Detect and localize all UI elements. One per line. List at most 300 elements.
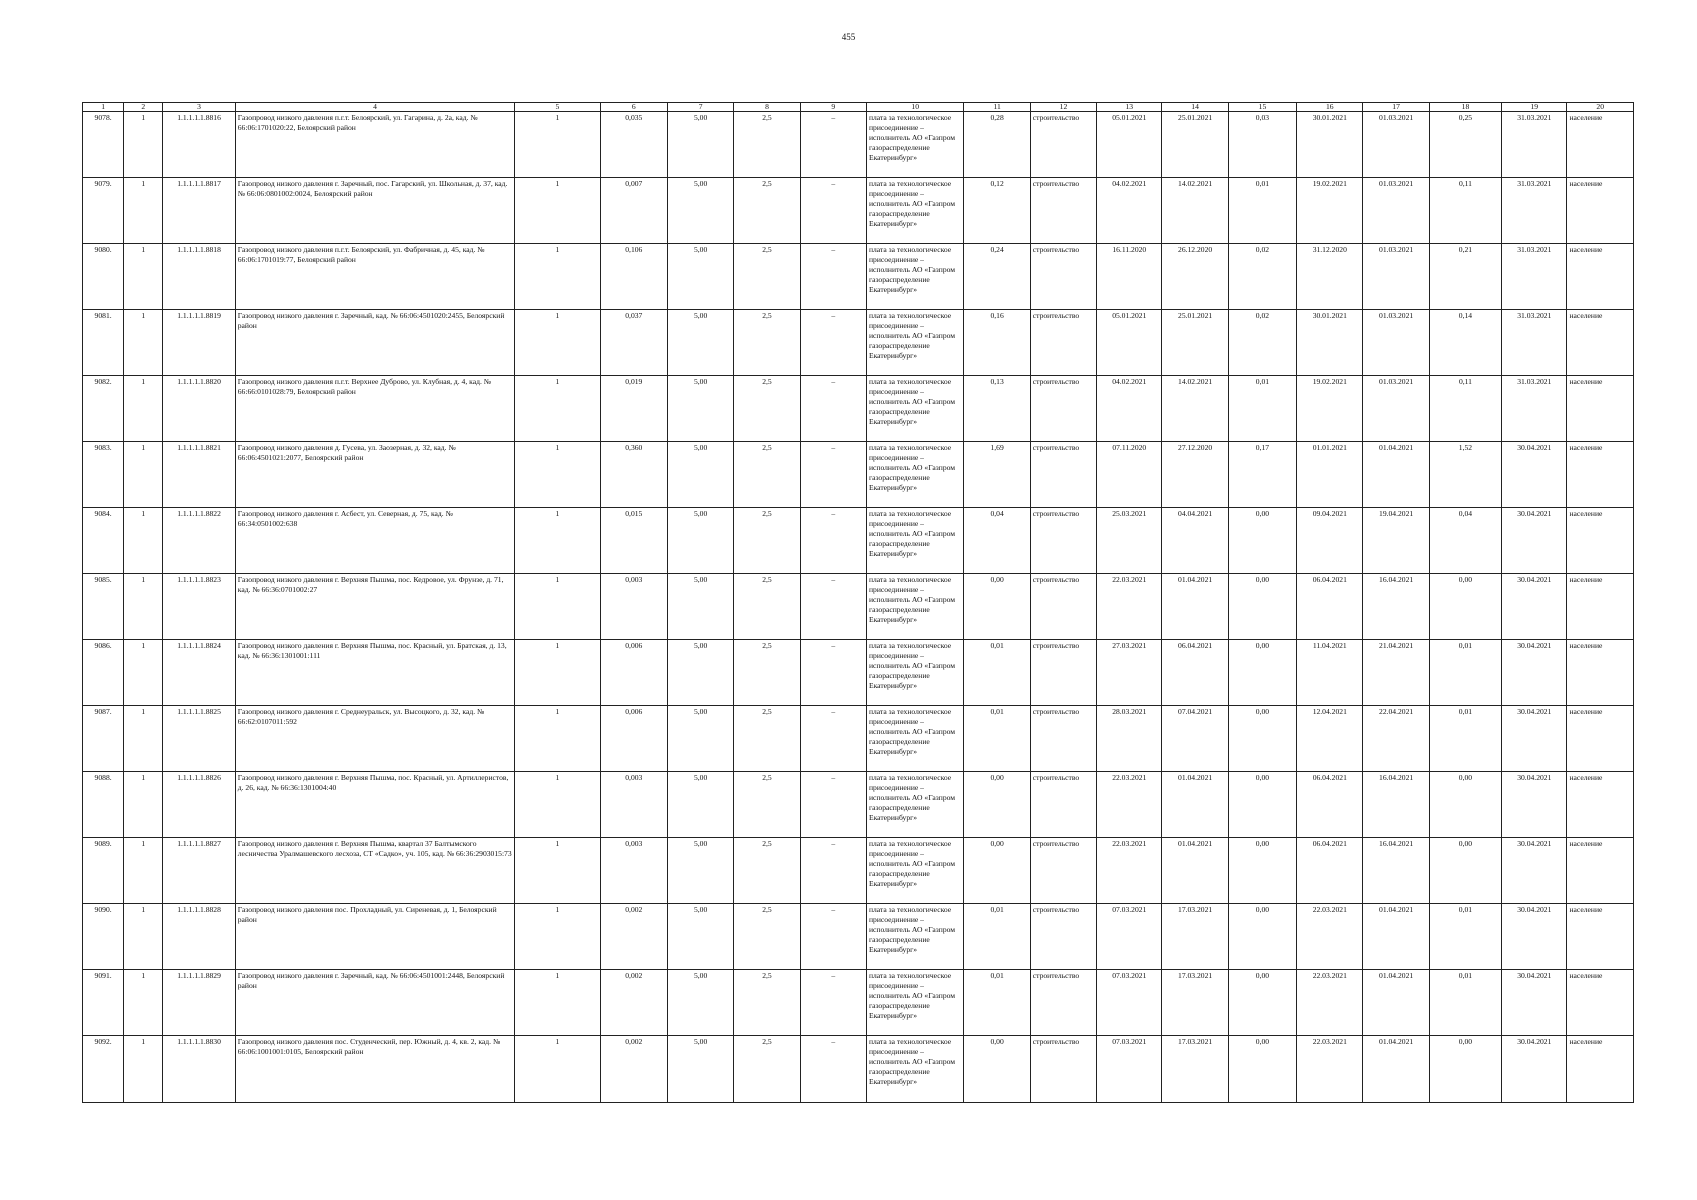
column-number-header: 5	[515, 103, 600, 112]
cost-cell: 0,04	[964, 508, 1030, 574]
value-cell: 0,17	[1228, 442, 1296, 508]
cost-cell: 0,24	[964, 244, 1030, 310]
row-number-cell: 9091.	[83, 970, 124, 1036]
value-cell: 0,02	[1228, 244, 1296, 310]
dash-cell: –	[800, 970, 866, 1036]
row-number-cell: 9078.	[83, 112, 124, 178]
pressure-cell: 2,5	[734, 442, 800, 508]
period-start-cell: 21.04.2021	[1363, 640, 1429, 706]
pressure-cell: 2,5	[734, 178, 800, 244]
object-code-cell: 1.1.1.1.1.8821	[163, 442, 235, 508]
period-end-cell: 30.04.2021	[1502, 574, 1567, 640]
amount-cell: 0,04	[1429, 508, 1501, 574]
column-number-header: 1	[83, 103, 124, 112]
row-number-cell: 9092.	[83, 1036, 124, 1103]
funding-source-cell: плата за технологическое присоединение – исполнитель АО «Газпром газораспределение Екатеринбург»	[866, 310, 964, 376]
amount-cell: 0,00	[1429, 838, 1501, 904]
table-row	[83, 904, 1634, 970]
funding-source-cell: плата за технологическое присоединение – исполнитель АО «Газпром газораспределение Екатеринбург»	[866, 244, 964, 310]
period-end-cell: 30.04.2021	[1502, 838, 1567, 904]
unit-count-cell: 1	[515, 706, 600, 772]
cost-cell: 0,13	[964, 376, 1030, 442]
diameter-cell: 5,00	[667, 1036, 733, 1103]
column-number-row	[83, 103, 1634, 112]
object-description-cell: Газопровод низкого давления г. Заречный, пос. Гагарский, ул. Школьная, д. 37, кад. № 66:06:0801002:0024, Белоярский район	[235, 178, 514, 244]
object-description-cell: Газопровод низкого давления д. Гусева, ул. Заозерная, д. 32, кад. № 66:06:4501021:2077, Белоярский район	[235, 442, 514, 508]
length-cell: 0,035	[600, 112, 667, 178]
table-row	[83, 574, 1634, 640]
quantity-cell: 1	[124, 310, 163, 376]
diameter-cell: 5,00	[667, 376, 733, 442]
start-date-cell: 07.03.2021	[1097, 1036, 1162, 1103]
row-number-cell: 9090.	[83, 904, 124, 970]
quantity-cell: 1	[124, 112, 163, 178]
commission-date-cell: 31.12.2020	[1297, 244, 1363, 310]
pressure-cell: 2,5	[734, 772, 800, 838]
value-cell: 0,00	[1228, 640, 1296, 706]
pressure-cell: 2,5	[734, 838, 800, 904]
column-number-header: 9	[800, 103, 866, 112]
object-description-cell: Газопровод низкого давления пос. Прохладный, ул. Сиреневая, д. 1, Белоярский район	[235, 904, 514, 970]
amount-cell: 0,01	[1429, 706, 1501, 772]
quantity-cell: 1	[124, 706, 163, 772]
quantity-cell: 1	[124, 574, 163, 640]
period-start-cell: 01.04.2021	[1363, 904, 1429, 970]
start-date-cell: 05.01.2021	[1097, 310, 1162, 376]
dash-cell: –	[800, 838, 866, 904]
consumer-category-cell: население	[1567, 904, 1634, 970]
start-date-cell: 04.02.2021	[1097, 376, 1162, 442]
funding-source-cell: плата за технологическое присоединение – исполнитель АО «Газпром газораспределение Екатеринбург»	[866, 904, 964, 970]
funding-source-cell: плата за технологическое присоединение – исполнитель АО «Газпром газораспределение Екатеринбург»	[866, 970, 964, 1036]
object-description-cell: Газопровод низкого давления г. Заречный, кад. № 66:06:4501001:2448, Белоярский район	[235, 970, 514, 1036]
dash-cell: –	[800, 310, 866, 376]
pressure-cell: 2,5	[734, 376, 800, 442]
quantity-cell: 1	[124, 508, 163, 574]
funding-source-cell: плата за технологическое присоединение – исполнитель АО «Газпром газораспределение Екатеринбург»	[866, 1036, 964, 1103]
commission-date-cell: 11.04.2021	[1297, 640, 1363, 706]
diameter-cell: 5,00	[667, 508, 733, 574]
diameter-cell: 5,00	[667, 178, 733, 244]
row-number-cell: 9082.	[83, 376, 124, 442]
consumer-category-cell: население	[1567, 508, 1634, 574]
unit-count-cell: 1	[515, 178, 600, 244]
column-number-header: 17	[1363, 103, 1429, 112]
investment-registry-table	[82, 102, 1634, 1103]
object-description-cell: Газопровод низкого давления п.г.т. Белоярский, ул. Гагарина, д. 2а, кад. № 66:06:1701020:22, Белоярский район	[235, 112, 514, 178]
commission-date-cell: 01.01.2021	[1297, 442, 1363, 508]
length-cell: 0,003	[600, 772, 667, 838]
start-date-cell: 22.03.2021	[1097, 772, 1162, 838]
consumer-category-cell: население	[1567, 640, 1634, 706]
commission-date-cell: 12.04.2021	[1297, 706, 1363, 772]
object-description-cell: Газопровод низкого давления г. Верхняя Пышма, квартал 37 Балтымского лесничества Уралмашевского лесхоза, СТ «Садко», уч. 105, кад. № 66:36:2903015:73	[235, 838, 514, 904]
period-end-cell: 31.03.2021	[1502, 244, 1567, 310]
period-end-cell: 30.04.2021	[1502, 904, 1567, 970]
consumer-category-cell: население	[1567, 1036, 1634, 1103]
period-end-cell: 30.04.2021	[1502, 442, 1567, 508]
funding-source-cell: плата за технологическое присоединение – исполнитель АО «Газпром газораспределение Екатеринбург»	[866, 772, 964, 838]
consumer-category-cell: население	[1567, 310, 1634, 376]
column-number-header: 12	[1030, 103, 1096, 112]
period-end-cell: 31.03.2021	[1502, 178, 1567, 244]
object-code-cell: 1.1.1.1.1.8825	[163, 706, 235, 772]
period-start-cell: 19.04.2021	[1363, 508, 1429, 574]
consumer-category-cell: население	[1567, 970, 1634, 1036]
end-date-cell: 01.04.2021	[1162, 838, 1228, 904]
end-date-cell: 04.04.2021	[1162, 508, 1228, 574]
dash-cell: –	[800, 706, 866, 772]
consumer-category-cell: население	[1567, 178, 1634, 244]
work-type-cell: строительство	[1030, 970, 1096, 1036]
amount-cell: 0,21	[1429, 244, 1501, 310]
diameter-cell: 5,00	[667, 970, 733, 1036]
value-cell: 0,00	[1228, 1036, 1296, 1103]
pressure-cell: 2,5	[734, 1036, 800, 1103]
pressure-cell: 2,5	[734, 574, 800, 640]
start-date-cell: 07.11.2020	[1097, 442, 1162, 508]
consumer-category-cell: население	[1567, 376, 1634, 442]
work-type-cell: строительство	[1030, 244, 1096, 310]
cost-cell: 0,00	[964, 838, 1030, 904]
object-code-cell: 1.1.1.1.1.8830	[163, 1036, 235, 1103]
value-cell: 0,00	[1228, 508, 1296, 574]
dash-cell: –	[800, 904, 866, 970]
object-description-cell: Газопровод низкого давления г. Верхняя Пышма, пос. Кедровое, ул. Фрунзе, д. 71, кад. № 66:36:0701002:27	[235, 574, 514, 640]
end-date-cell: 27.12.2020	[1162, 442, 1228, 508]
start-date-cell: 27.03.2021	[1097, 640, 1162, 706]
period-start-cell: 01.03.2021	[1363, 112, 1429, 178]
table-row	[83, 442, 1634, 508]
cost-cell: 0,01	[964, 970, 1030, 1036]
period-end-cell: 30.04.2021	[1502, 706, 1567, 772]
period-end-cell: 30.04.2021	[1502, 1036, 1567, 1103]
quantity-cell: 1	[124, 376, 163, 442]
object-description-cell: Газопровод низкого давления г. Среднеуральск, ул. Высоцкого, д. 32, кад. № 66:62:0107011:592	[235, 706, 514, 772]
end-date-cell: 14.02.2021	[1162, 178, 1228, 244]
dash-cell: –	[800, 442, 866, 508]
commission-date-cell: 09.04.2021	[1297, 508, 1363, 574]
table-row	[83, 838, 1634, 904]
table-row	[83, 1036, 1634, 1103]
commission-date-cell: 06.04.2021	[1297, 574, 1363, 640]
amount-cell: 0,11	[1429, 376, 1501, 442]
commission-date-cell: 22.03.2021	[1297, 1036, 1363, 1103]
value-cell: 0,00	[1228, 574, 1296, 640]
dash-cell: –	[800, 574, 866, 640]
diameter-cell: 5,00	[667, 310, 733, 376]
cost-cell: 0,00	[964, 574, 1030, 640]
cost-cell: 0,16	[964, 310, 1030, 376]
pressure-cell: 2,5	[734, 244, 800, 310]
work-type-cell: строительство	[1030, 706, 1096, 772]
work-type-cell: строительство	[1030, 376, 1096, 442]
funding-source-cell: плата за технологическое присоединение – исполнитель АО «Газпром газораспределение Екатеринбург»	[866, 508, 964, 574]
funding-source-cell: плата за технологическое присоединение – исполнитель АО «Газпром газораспределение Екатеринбург»	[866, 706, 964, 772]
start-date-cell: 04.02.2021	[1097, 178, 1162, 244]
column-number-header: 18	[1429, 103, 1501, 112]
commission-date-cell: 19.02.2021	[1297, 376, 1363, 442]
commission-date-cell: 22.03.2021	[1297, 970, 1363, 1036]
end-date-cell: 17.03.2021	[1162, 970, 1228, 1036]
commission-date-cell: 30.01.2021	[1297, 310, 1363, 376]
row-number-cell: 9088.	[83, 772, 124, 838]
period-start-cell: 01.03.2021	[1363, 310, 1429, 376]
end-date-cell: 01.04.2021	[1162, 772, 1228, 838]
object-code-cell: 1.1.1.1.1.8816	[163, 112, 235, 178]
diameter-cell: 5,00	[667, 574, 733, 640]
start-date-cell: 22.03.2021	[1097, 838, 1162, 904]
end-date-cell: 17.03.2021	[1162, 1036, 1228, 1103]
period-end-cell: 31.03.2021	[1502, 112, 1567, 178]
unit-count-cell: 1	[515, 244, 600, 310]
period-start-cell: 01.04.2021	[1363, 970, 1429, 1036]
start-date-cell: 25.03.2021	[1097, 508, 1162, 574]
period-start-cell: 16.04.2021	[1363, 772, 1429, 838]
diameter-cell: 5,00	[667, 838, 733, 904]
pressure-cell: 2,5	[734, 112, 800, 178]
period-end-cell: 31.03.2021	[1502, 310, 1567, 376]
row-number-cell: 9086.	[83, 640, 124, 706]
length-cell: 0,002	[600, 1036, 667, 1103]
object-code-cell: 1.1.1.1.1.8828	[163, 904, 235, 970]
column-number-header: 16	[1297, 103, 1363, 112]
period-start-cell: 01.04.2021	[1363, 1036, 1429, 1103]
dash-cell: –	[800, 112, 866, 178]
quantity-cell: 1	[124, 838, 163, 904]
row-number-cell: 9081.	[83, 310, 124, 376]
row-number-cell: 9079.	[83, 178, 124, 244]
cost-cell: 0,00	[964, 1036, 1030, 1103]
dash-cell: –	[800, 640, 866, 706]
period-start-cell: 01.04.2021	[1363, 442, 1429, 508]
column-number-header: 6	[600, 103, 667, 112]
diameter-cell: 5,00	[667, 706, 733, 772]
quantity-cell: 1	[124, 970, 163, 1036]
column-number-header: 8	[734, 103, 800, 112]
end-date-cell: 14.02.2021	[1162, 376, 1228, 442]
amount-cell: 0,01	[1429, 904, 1501, 970]
object-description-cell: Газопровод низкого давления п.г.т. Белоярский, ул. Фабричная, д. 45, кад. № 66:06:1701019:77, Белоярский район	[235, 244, 514, 310]
pressure-cell: 2,5	[734, 706, 800, 772]
period-start-cell: 01.03.2021	[1363, 244, 1429, 310]
commission-date-cell: 06.04.2021	[1297, 772, 1363, 838]
consumer-category-cell: население	[1567, 244, 1634, 310]
length-cell: 0,007	[600, 178, 667, 244]
period-end-cell: 30.04.2021	[1502, 970, 1567, 1036]
work-type-cell: строительство	[1030, 112, 1096, 178]
funding-source-cell: плата за технологическое присоединение – исполнитель АО «Газпром газораспределение Екатеринбург»	[866, 442, 964, 508]
object-code-cell: 1.1.1.1.1.8824	[163, 640, 235, 706]
start-date-cell: 05.01.2021	[1097, 112, 1162, 178]
consumer-category-cell: население	[1567, 772, 1634, 838]
end-date-cell: 07.04.2021	[1162, 706, 1228, 772]
object-code-cell: 1.1.1.1.1.8817	[163, 178, 235, 244]
funding-source-cell: плата за технологическое присоединение – исполнитель АО «Газпром газораспределение Екатеринбург»	[866, 574, 964, 640]
cost-cell: 0,01	[964, 904, 1030, 970]
amount-cell: 0,01	[1429, 640, 1501, 706]
amount-cell: 0,25	[1429, 112, 1501, 178]
table-row	[83, 970, 1634, 1036]
amount-cell: 0,00	[1429, 1036, 1501, 1103]
unit-count-cell: 1	[515, 112, 600, 178]
quantity-cell: 1	[124, 904, 163, 970]
length-cell: 0,015	[600, 508, 667, 574]
consumer-category-cell: население	[1567, 442, 1634, 508]
diameter-cell: 5,00	[667, 244, 733, 310]
unit-count-cell: 1	[515, 1036, 600, 1103]
dash-cell: –	[800, 1036, 866, 1103]
quantity-cell: 1	[124, 1036, 163, 1103]
period-start-cell: 16.04.2021	[1363, 838, 1429, 904]
row-number-cell: 9089.	[83, 838, 124, 904]
end-date-cell: 25.01.2021	[1162, 310, 1228, 376]
start-date-cell: 07.03.2021	[1097, 970, 1162, 1036]
row-number-cell: 9084.	[83, 508, 124, 574]
object-code-cell: 1.1.1.1.1.8820	[163, 376, 235, 442]
consumer-category-cell: население	[1567, 706, 1634, 772]
dash-cell: –	[800, 244, 866, 310]
period-end-cell: 31.03.2021	[1502, 376, 1567, 442]
object-code-cell: 1.1.1.1.1.8818	[163, 244, 235, 310]
object-code-cell: 1.1.1.1.1.8827	[163, 838, 235, 904]
work-type-cell: строительство	[1030, 442, 1096, 508]
table-row	[83, 310, 1634, 376]
dash-cell: –	[800, 772, 866, 838]
column-number-header: 3	[163, 103, 235, 112]
funding-source-cell: плата за технологическое присоединение – исполнитель АО «Газпром газораспределение Екатеринбург»	[866, 112, 964, 178]
funding-source-cell: плата за технологическое присоединение – исполнитель АО «Газпром газораспределение Екатеринбург»	[866, 838, 964, 904]
start-date-cell: 28.03.2021	[1097, 706, 1162, 772]
column-number-header: 15	[1228, 103, 1296, 112]
column-number-header: 4	[235, 103, 514, 112]
period-start-cell: 01.03.2021	[1363, 376, 1429, 442]
commission-date-cell: 06.04.2021	[1297, 838, 1363, 904]
value-cell: 0,03	[1228, 112, 1296, 178]
amount-cell: 0,00	[1429, 574, 1501, 640]
period-end-cell: 30.04.2021	[1502, 772, 1567, 838]
diameter-cell: 5,00	[667, 772, 733, 838]
object-description-cell: Газопровод низкого давления г. Заречный, кад. № 66:06:4501020:2455, Белоярский район	[235, 310, 514, 376]
amount-cell: 0,00	[1429, 772, 1501, 838]
commission-date-cell: 19.02.2021	[1297, 178, 1363, 244]
length-cell: 0,006	[600, 706, 667, 772]
table-row	[83, 508, 1634, 574]
column-number-header: 10	[866, 103, 964, 112]
quantity-cell: 1	[124, 178, 163, 244]
amount-cell: 0,14	[1429, 310, 1501, 376]
column-number-header: 19	[1502, 103, 1567, 112]
value-cell: 0,00	[1228, 970, 1296, 1036]
object-code-cell: 1.1.1.1.1.8829	[163, 970, 235, 1036]
value-cell: 0,00	[1228, 772, 1296, 838]
table-body	[83, 112, 1634, 1103]
unit-count-cell: 1	[515, 310, 600, 376]
consumer-category-cell: население	[1567, 838, 1634, 904]
work-type-cell: строительство	[1030, 508, 1096, 574]
start-date-cell: 07.03.2021	[1097, 904, 1162, 970]
object-description-cell: Газопровод низкого давления г. Верхняя Пышма, пос. Красный, ул. Братская, д. 13, кад. № 66:36:1301001:111	[235, 640, 514, 706]
cost-cell: 0,28	[964, 112, 1030, 178]
end-date-cell: 25.01.2021	[1162, 112, 1228, 178]
length-cell: 0,003	[600, 838, 667, 904]
row-number-cell: 9083.	[83, 442, 124, 508]
start-date-cell: 22.03.2021	[1097, 574, 1162, 640]
period-start-cell: 16.04.2021	[1363, 574, 1429, 640]
diameter-cell: 5,00	[667, 904, 733, 970]
length-cell: 0,003	[600, 574, 667, 640]
value-cell: 0,00	[1228, 706, 1296, 772]
table-row	[83, 640, 1634, 706]
cost-cell: 0,00	[964, 772, 1030, 838]
work-type-cell: строительство	[1030, 904, 1096, 970]
amount-cell: 0,11	[1429, 178, 1501, 244]
unit-count-cell: 1	[515, 574, 600, 640]
table-row	[83, 244, 1634, 310]
length-cell: 0,019	[600, 376, 667, 442]
row-number-cell: 9087.	[83, 706, 124, 772]
pressure-cell: 2,5	[734, 508, 800, 574]
commission-date-cell: 22.03.2021	[1297, 904, 1363, 970]
end-date-cell: 26.12.2020	[1162, 244, 1228, 310]
column-number-header: 20	[1567, 103, 1634, 112]
unit-count-cell: 1	[515, 904, 600, 970]
end-date-cell: 01.04.2021	[1162, 574, 1228, 640]
cost-cell: 0,12	[964, 178, 1030, 244]
quantity-cell: 1	[124, 772, 163, 838]
work-type-cell: строительство	[1030, 1036, 1096, 1103]
unit-count-cell: 1	[515, 970, 600, 1036]
object-code-cell: 1.1.1.1.1.8819	[163, 310, 235, 376]
pressure-cell: 2,5	[734, 640, 800, 706]
end-date-cell: 06.04.2021	[1162, 640, 1228, 706]
period-end-cell: 30.04.2021	[1502, 640, 1567, 706]
value-cell: 0,00	[1228, 838, 1296, 904]
column-number-header: 7	[667, 103, 733, 112]
diameter-cell: 5,00	[667, 442, 733, 508]
object-code-cell: 1.1.1.1.1.8823	[163, 574, 235, 640]
work-type-cell: строительство	[1030, 574, 1096, 640]
row-number-cell: 9085.	[83, 574, 124, 640]
funding-source-cell: плата за технологическое присоединение – исполнитель АО «Газпром газораспределение Екатеринбург»	[866, 640, 964, 706]
object-description-cell: Газопровод низкого давления г. Верхняя Пышма, пос. Красный, ул. Артиллеристов, д. 26, кад. № 66:36:1301004:40	[235, 772, 514, 838]
object-code-cell: 1.1.1.1.1.8826	[163, 772, 235, 838]
pressure-cell: 2,5	[734, 310, 800, 376]
quantity-cell: 1	[124, 442, 163, 508]
consumer-category-cell: население	[1567, 574, 1634, 640]
period-start-cell: 01.03.2021	[1363, 178, 1429, 244]
diameter-cell: 5,00	[667, 112, 733, 178]
pressure-cell: 2,5	[734, 904, 800, 970]
object-description-cell: Газопровод низкого давления п.г.т. Верхнее Дуброво, ул. Клубная, д. 4, кад. № 66:66:0101028:79, Белоярский район	[235, 376, 514, 442]
column-number-header: 13	[1097, 103, 1162, 112]
quantity-cell: 1	[124, 640, 163, 706]
funding-source-cell: плата за технологическое присоединение – исполнитель АО «Газпром газораспределение Екатеринбург»	[866, 178, 964, 244]
length-cell: 0,360	[600, 442, 667, 508]
amount-cell: 1,52	[1429, 442, 1501, 508]
page-number: 455	[841, 32, 856, 42]
length-cell: 0,002	[600, 904, 667, 970]
length-cell: 0,037	[600, 310, 667, 376]
quantity-cell: 1	[124, 244, 163, 310]
work-type-cell: строительство	[1030, 178, 1096, 244]
value-cell: 0,01	[1228, 178, 1296, 244]
table-row	[83, 112, 1634, 178]
unit-count-cell: 1	[515, 640, 600, 706]
unit-count-cell: 1	[515, 508, 600, 574]
work-type-cell: строительство	[1030, 310, 1096, 376]
table-row	[83, 376, 1634, 442]
